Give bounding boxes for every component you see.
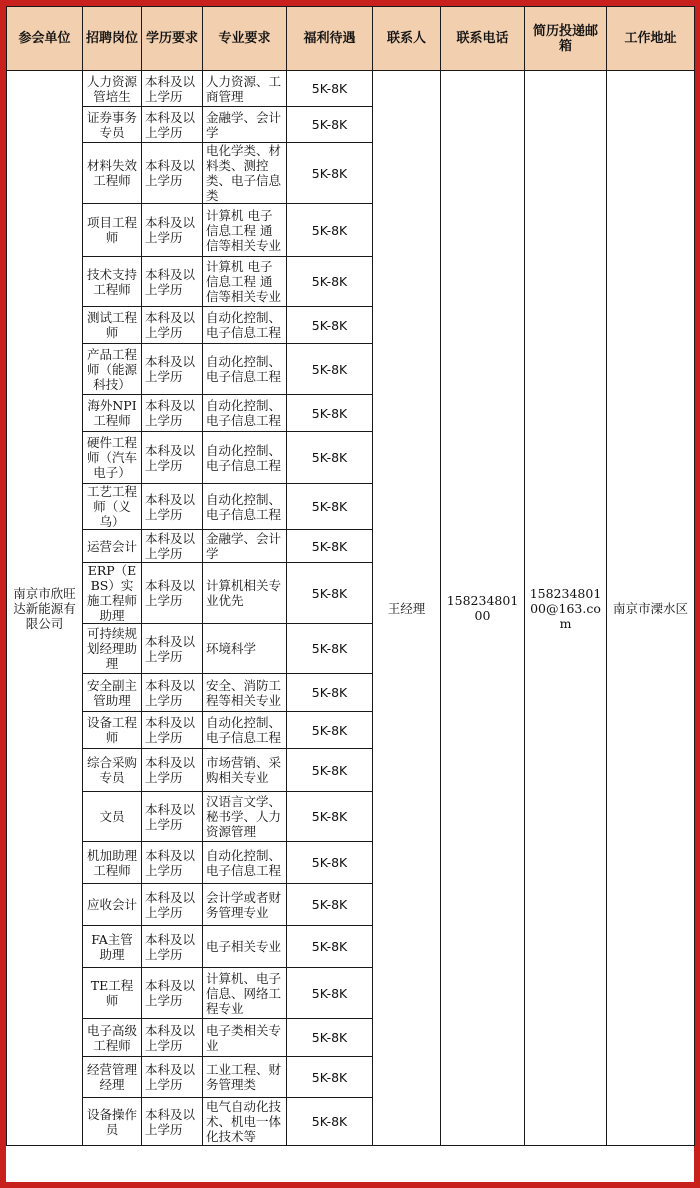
table-body [7,71,695,1146]
position-cell: 电子高级工程师 [83,1019,142,1057]
major-cell: 自动化控制、电子信息工程 [203,712,287,749]
education-cell: 本科及以上学历 [142,674,203,712]
position-cell: 机加助理工程师 [83,842,142,884]
header-position: 招聘岗位 [83,7,142,71]
table-row [7,71,695,107]
company-cell: 南京市欣旺达新能源有限公司 [7,71,83,1146]
salary-cell: 5K-8K [287,484,373,530]
education-cell: 本科及以上学历 [142,484,203,530]
major-cell: 工业工程、财务管理类 [203,1057,287,1098]
position-cell: 人力资源管培生 [83,71,142,107]
major-cell: 电气自动化技术、机电一体化技术等 [203,1098,287,1146]
email-cell: 15823480100@163.com [525,71,607,1146]
major-cell: 电子类相关专业 [203,1019,287,1057]
position-cell: TE工程师 [83,968,142,1019]
education-cell: 本科及以上学历 [142,884,203,926]
major-cell: 自动化控制、电子信息工程 [203,432,287,484]
position-cell: FA主管助理 [83,926,142,968]
position-cell: 综合采购专员 [83,749,142,792]
position-cell: 运营会计 [83,530,142,563]
position-cell: 文员 [83,792,142,842]
salary-cell: 5K-8K [287,257,373,307]
education-cell: 本科及以上学历 [142,1019,203,1057]
salary-cell: 5K-8K [287,624,373,674]
major-cell: 会计学或者财务管理专业 [203,884,287,926]
salary-cell: 5K-8K [287,143,373,204]
salary-cell: 5K-8K [287,307,373,344]
education-cell: 本科及以上学历 [142,563,203,624]
education-cell: 本科及以上学历 [142,143,203,204]
salary-cell: 5K-8K [287,968,373,1019]
education-cell: 本科及以上学历 [142,257,203,307]
education-cell: 本科及以上学历 [142,749,203,792]
education-cell: 本科及以上学历 [142,307,203,344]
address-cell: 南京市溧水区 [607,71,695,1146]
position-cell: 经营管理经理 [83,1057,142,1098]
major-cell: 安全、消防工程等相关专业 [203,674,287,712]
salary-cell: 5K-8K [287,107,373,143]
education-cell: 本科及以上学历 [142,1098,203,1146]
education-cell: 本科及以上学历 [142,530,203,563]
position-cell: 测试工程师 [83,307,142,344]
header-salary: 福利待遇 [287,7,373,71]
salary-cell: 5K-8K [287,563,373,624]
header-email: 简历投递邮箱 [525,7,607,71]
salary-cell: 5K-8K [287,432,373,484]
recruitment-table-frame [6,6,694,1182]
position-cell: 硬件工程师（汽车电子） [83,432,142,484]
salary-cell: 5K-8K [287,395,373,432]
major-cell: 电化学类、材料类、测控类、电子信息类 [203,143,287,204]
position-cell: 安全副主管助理 [83,674,142,712]
salary-cell: 5K-8K [287,344,373,395]
education-cell: 本科及以上学历 [142,624,203,674]
position-cell: 应收会计 [83,884,142,926]
salary-cell: 5K-8K [287,712,373,749]
major-cell: 计算机 电子信息工程 通信等相关专业 [203,257,287,307]
position-cell: 可持续规划经理助理 [83,624,142,674]
position-cell: ERP（EBS）实施工程师助理 [83,563,142,624]
education-cell: 本科及以上学历 [142,395,203,432]
education-cell: 本科及以上学历 [142,344,203,395]
recruitment-table [6,6,695,1146]
major-cell: 环境科学 [203,624,287,674]
position-cell: 项目工程师 [83,204,142,257]
position-cell: 设备工程师 [83,712,142,749]
phone-cell: 15823480100 [441,71,525,1146]
major-cell: 自动化控制、电子信息工程 [203,842,287,884]
education-cell: 本科及以上学历 [142,432,203,484]
major-cell: 计算机 电子信息工程 通信等相关专业 [203,204,287,257]
major-cell: 计算机相关专业优先 [203,563,287,624]
salary-cell: 5K-8K [287,71,373,107]
header-row [7,7,695,71]
header-contact: 联系人 [373,7,441,71]
education-cell: 本科及以上学历 [142,712,203,749]
education-cell: 本科及以上学历 [142,1057,203,1098]
contact-cell: 王经理 [373,71,441,1146]
salary-cell: 5K-8K [287,530,373,563]
salary-cell: 5K-8K [287,842,373,884]
salary-cell: 5K-8K [287,1098,373,1146]
major-cell: 自动化控制、电子信息工程 [203,484,287,530]
major-cell: 电子相关专业 [203,926,287,968]
education-cell: 本科及以上学历 [142,842,203,884]
education-cell: 本科及以上学历 [142,926,203,968]
education-cell: 本科及以上学历 [142,71,203,107]
major-cell: 市场营销、采购相关专业 [203,749,287,792]
salary-cell: 5K-8K [287,792,373,842]
position-cell: 产品工程师（能源科技） [83,344,142,395]
header-major: 专业要求 [203,7,287,71]
salary-cell: 5K-8K [287,884,373,926]
salary-cell: 5K-8K [287,926,373,968]
salary-cell: 5K-8K [287,674,373,712]
major-cell: 自动化控制、电子信息工程 [203,307,287,344]
header-company: 参会单位 [7,7,83,71]
major-cell: 金融学、会计学 [203,107,287,143]
major-cell: 金融学、会计学 [203,530,287,563]
salary-cell: 5K-8K [287,749,373,792]
education-cell: 本科及以上学历 [142,968,203,1019]
header-address: 工作地址 [607,7,695,71]
major-cell: 自动化控制、电子信息工程 [203,344,287,395]
major-cell: 自动化控制、电子信息工程 [203,395,287,432]
position-cell: 海外NPI工程师 [83,395,142,432]
salary-cell: 5K-8K [287,1019,373,1057]
header-phone: 联系电话 [441,7,525,71]
major-cell: 汉语言文学、秘书学、人力资源管理 [203,792,287,842]
position-cell: 工艺工程师（义乌） [83,484,142,530]
position-cell: 技术支持工程师 [83,257,142,307]
major-cell: 计算机、电子信息、网络工程专业 [203,968,287,1019]
salary-cell: 5K-8K [287,204,373,257]
position-cell: 设备操作员 [83,1098,142,1146]
position-cell: 证券事务专员 [83,107,142,143]
position-cell: 材料失效工程师 [83,143,142,204]
education-cell: 本科及以上学历 [142,204,203,257]
major-cell: 人力资源、工商管理 [203,71,287,107]
header-education: 学历要求 [142,7,203,71]
education-cell: 本科及以上学历 [142,107,203,143]
education-cell: 本科及以上学历 [142,792,203,842]
salary-cell: 5K-8K [287,1057,373,1098]
